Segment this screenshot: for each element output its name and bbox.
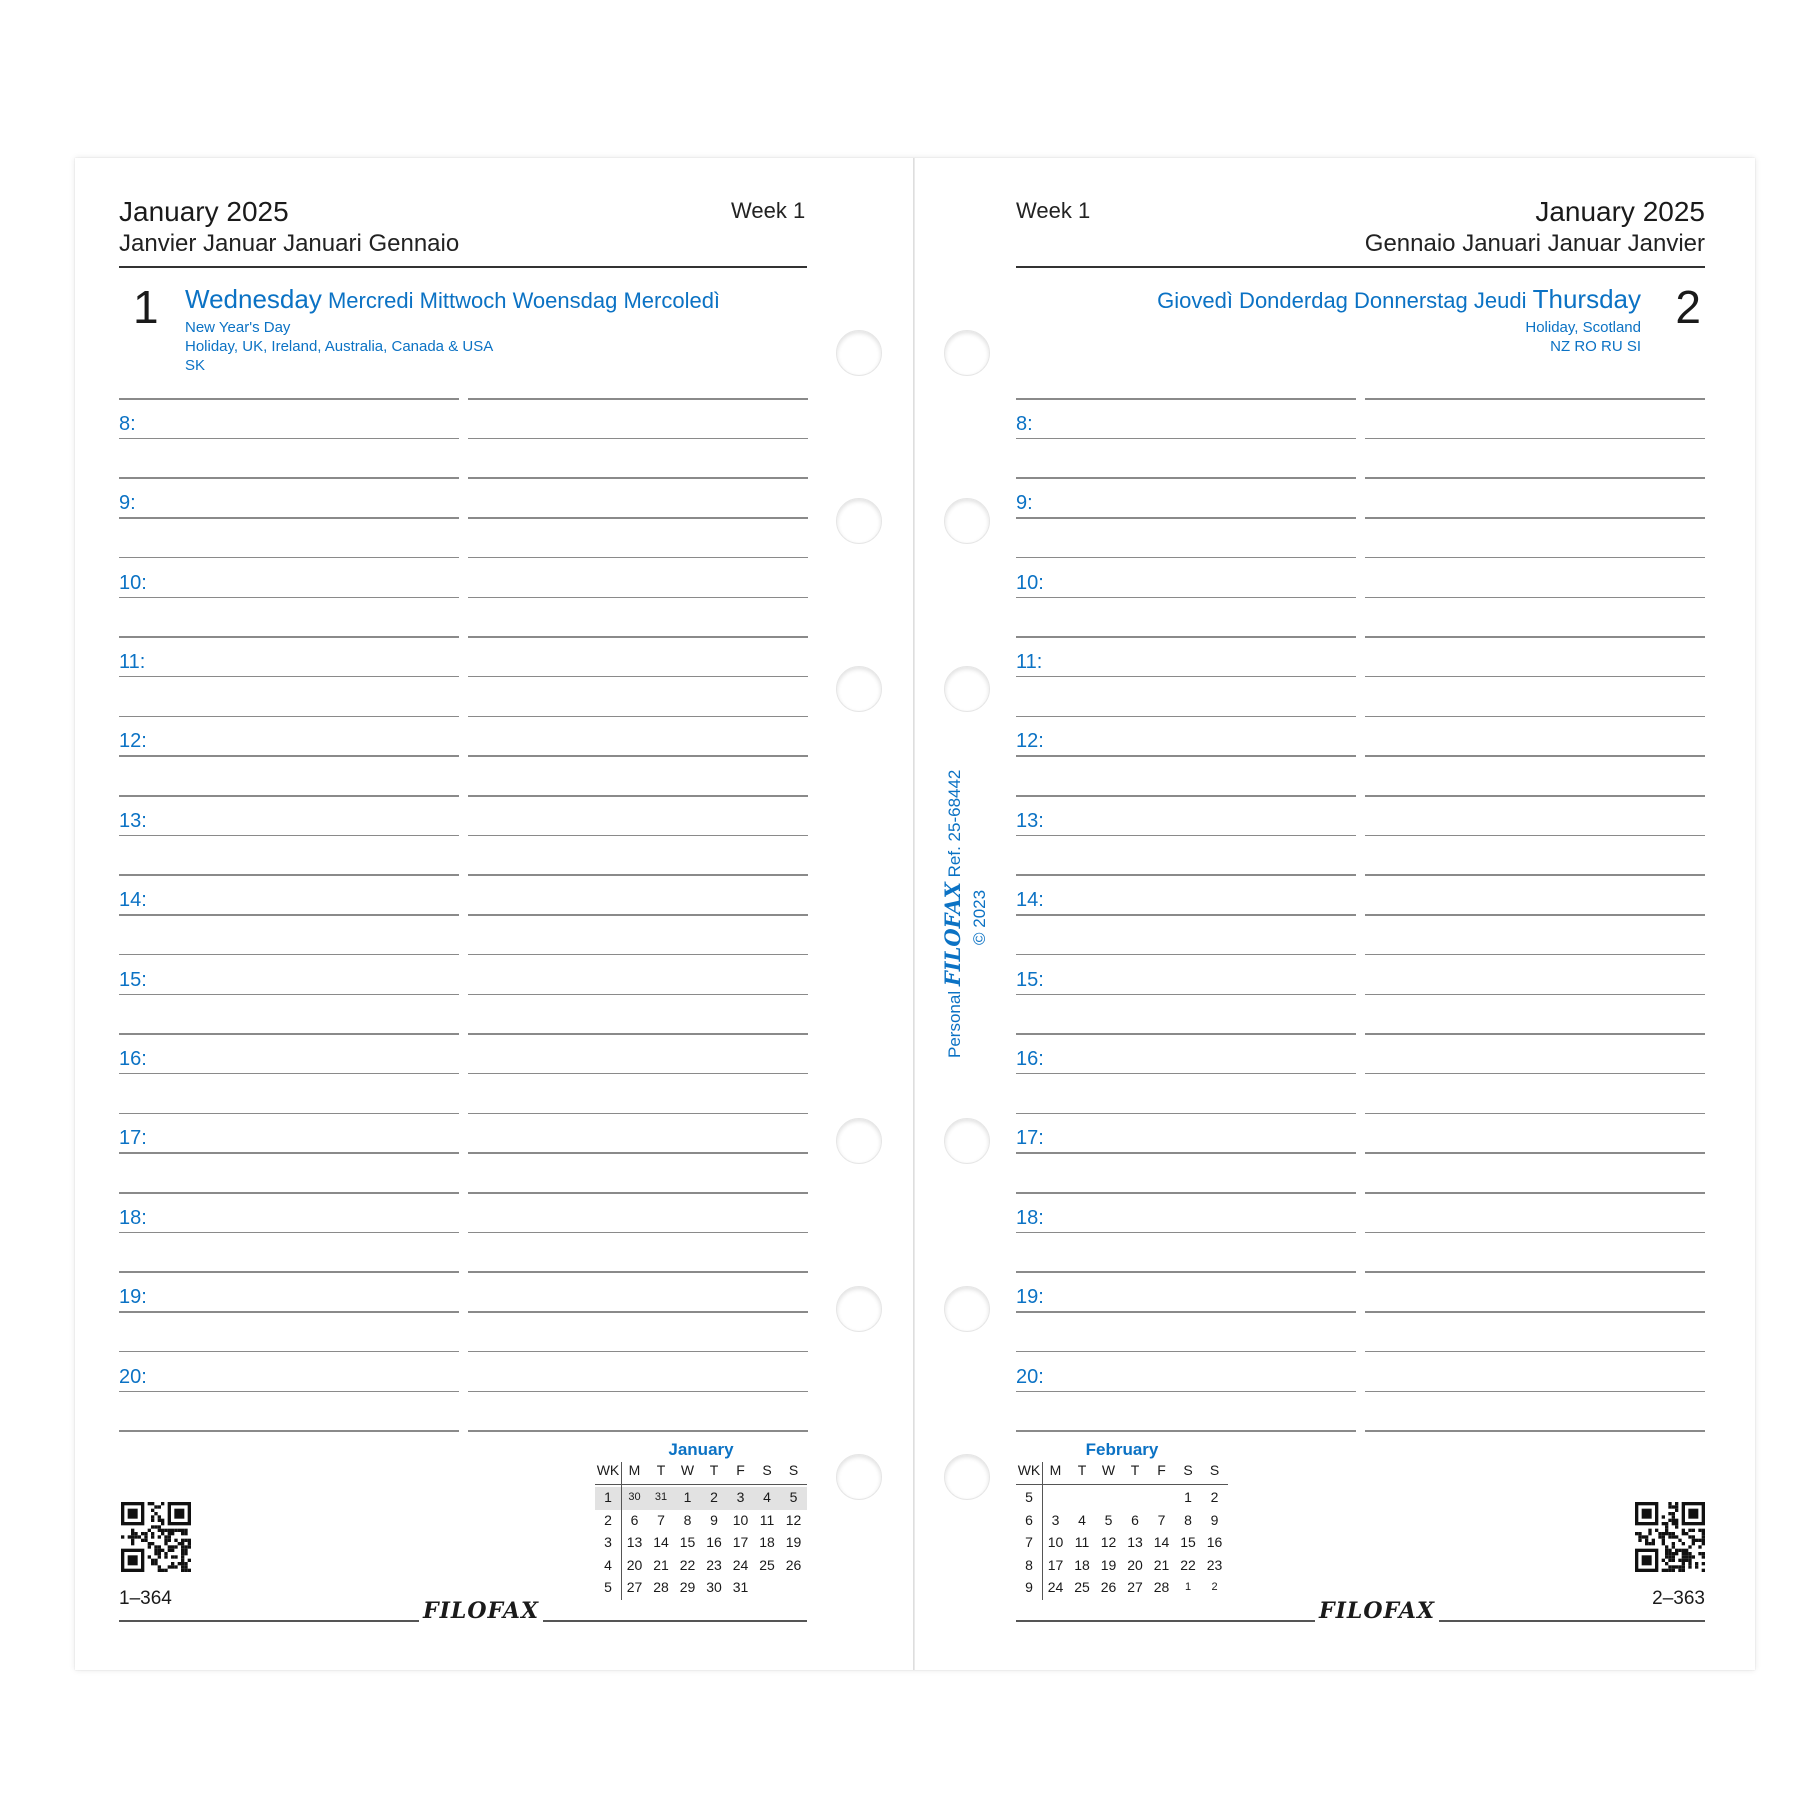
mini-calendar-day: 6 (1131, 1511, 1139, 1528)
writing-line[interactable] (468, 874, 808, 876)
mini-calendar-week-number: 5 (1025, 1489, 1033, 1505)
mini-calendar-header-rule (1016, 1484, 1228, 1485)
hour-label: 14: (119, 889, 147, 912)
hour-label: 20: (1016, 1365, 1044, 1388)
writing-line[interactable] (1016, 874, 1356, 876)
writing-line[interactable] (119, 716, 459, 718)
mini-calendar-february (1016, 1440, 1236, 1595)
writing-line[interactable] (1365, 914, 1705, 916)
mini-calendar-weekday: S (1209, 1462, 1220, 1478)
mini-calendar-day: 16 (706, 1534, 722, 1550)
mini-calendar-day: 5 (789, 1489, 798, 1505)
hour-label: 17: (1016, 1127, 1044, 1150)
writing-line[interactable] (1365, 1152, 1705, 1154)
writing-line[interactable] (119, 1311, 459, 1313)
mini-calendar-weekday: T (709, 1462, 719, 1478)
writing-line[interactable] (119, 676, 459, 678)
hour-label: 10: (1016, 571, 1044, 594)
writing-line[interactable] (468, 1073, 808, 1075)
writing-line[interactable] (1016, 1430, 1356, 1432)
month-title: January 2025 (1535, 196, 1705, 227)
writing-line[interactable] (468, 1033, 808, 1035)
writing-line[interactable] (119, 914, 459, 916)
writing-line[interactable] (1365, 477, 1705, 479)
mini-calendar-week-number: 1 (604, 1489, 612, 1505)
writing-line[interactable] (1365, 1311, 1705, 1313)
writing-line[interactable] (1016, 954, 1356, 956)
writing-line[interactable] (1365, 795, 1705, 797)
mini-calendar-day: 25 (759, 1556, 775, 1573)
writing-line[interactable] (1365, 398, 1705, 400)
writing-line[interactable] (1016, 557, 1356, 559)
left-page (75, 158, 913, 1670)
day-number: 2 (1675, 281, 1701, 333)
mini-calendar-day: 2 (710, 1489, 718, 1505)
writing-line[interactable] (119, 1232, 459, 1234)
writing-line[interactable] (1016, 1113, 1356, 1115)
binder-hole (836, 1454, 882, 1500)
mini-calendar-day: 11 (1074, 1534, 1090, 1550)
mini-calendar-weekday: W (680, 1462, 695, 1478)
mini-calendar-day: 30 (628, 1491, 641, 1503)
header-rule (119, 266, 807, 268)
writing-line[interactable] (1016, 636, 1356, 638)
mini-calendar-weekday: WK (1017, 1462, 1041, 1478)
mini-calendar-day: 10 (732, 1511, 749, 1528)
writing-line[interactable] (1365, 1430, 1705, 1432)
mini-calendar-title: January (668, 1440, 734, 1459)
mini-calendar-day: 25 (1074, 1579, 1090, 1595)
binder-hole (944, 330, 990, 376)
writing-line[interactable] (119, 1033, 459, 1035)
mini-calendar-week-number: 8 (1025, 1556, 1033, 1573)
writing-line[interactable] (119, 835, 459, 837)
writing-line[interactable] (1016, 477, 1356, 479)
day-name-translations: Giovedì Donderdag Donnerstag Jeudi (1157, 288, 1527, 313)
writing-line[interactable] (1016, 1271, 1356, 1273)
writing-line[interactable] (468, 676, 808, 678)
mini-calendar-january (595, 1440, 815, 1595)
writing-line[interactable] (468, 438, 808, 440)
hour-label: 9: (1016, 492, 1033, 515)
mini-calendar-day: 8 (1184, 1511, 1192, 1528)
mini-calendar-day: 1 (683, 1489, 692, 1505)
hour-label: 10: (119, 571, 147, 594)
mini-calendar-day: 12 (785, 1511, 802, 1528)
mini-calendar-day: 29 (679, 1579, 696, 1595)
writing-line[interactable] (119, 795, 459, 797)
writing-line[interactable] (1365, 636, 1705, 638)
mini-calendar-day: 16 (1206, 1534, 1223, 1550)
day-name-primary: Wednesday (185, 284, 322, 314)
writing-line[interactable] (1016, 1073, 1356, 1075)
writing-line[interactable] (468, 755, 808, 757)
binder-hole (836, 498, 882, 544)
holiday-note: Holiday, UK, Ireland, Australia, Canada & USA (185, 338, 494, 355)
writing-line[interactable] (468, 1430, 808, 1432)
hour-label: 19: (119, 1286, 147, 1309)
mini-calendar-day: 23 (1206, 1556, 1223, 1573)
writing-line[interactable] (119, 477, 459, 479)
writing-line[interactable] (468, 398, 808, 400)
writing-line[interactable] (1365, 954, 1705, 956)
mini-calendar-day: 21 (653, 1556, 669, 1573)
mini-calendar-weekday: M (628, 1462, 641, 1478)
mini-calendar-day: 24 (732, 1556, 749, 1573)
mini-calendar-weekday: S (762, 1462, 772, 1478)
writing-line[interactable] (1365, 517, 1705, 519)
writing-line[interactable] (1016, 994, 1356, 996)
mini-calendar-week-number: 2 (604, 1511, 612, 1528)
writing-line[interactable] (468, 636, 808, 638)
writing-line[interactable] (1016, 398, 1356, 400)
writing-line[interactable] (468, 1271, 808, 1273)
writing-line[interactable] (468, 1391, 808, 1393)
binder-hole (944, 666, 990, 712)
hour-label: 13: (119, 809, 147, 832)
writing-line[interactable] (1016, 517, 1356, 519)
writing-line[interactable] (468, 1311, 808, 1313)
mini-calendar-day: 12 (1100, 1534, 1117, 1550)
mini-calendar-day: 1 (1184, 1581, 1192, 1593)
mini-calendar-day: 5 (1104, 1511, 1113, 1528)
hour-label: 8: (119, 412, 136, 435)
hour-label: 20: (119, 1365, 147, 1388)
mini-calendar-day: 18 (1074, 1556, 1090, 1573)
holiday-note: NZ RO RU SI (1550, 338, 1641, 355)
spine-size: Personal (945, 990, 964, 1058)
mini-calendar-day: 3 (736, 1489, 745, 1505)
binder-hole (836, 330, 882, 376)
writing-line[interactable] (468, 994, 808, 996)
mini-calendar-weekday: T (1077, 1462, 1087, 1478)
mini-calendar-day: 4 (1078, 1511, 1086, 1528)
binder-hole (836, 1118, 882, 1164)
filofax-logo: FILOFAX (1315, 1598, 1439, 1624)
mini-calendar-weekday: S (788, 1462, 799, 1478)
writing-line[interactable] (468, 914, 808, 916)
writing-line[interactable] (119, 1391, 459, 1393)
mini-calendar-day: 6 (630, 1511, 639, 1528)
writing-line[interactable] (468, 954, 808, 956)
writing-line[interactable] (1016, 1033, 1356, 1035)
mini-calendar-day: 11 (759, 1511, 775, 1528)
mini-calendar-day: 4 (763, 1489, 771, 1505)
mini-calendar-weekday: WK (596, 1462, 620, 1478)
writing-line[interactable] (119, 1192, 459, 1194)
mini-calendar-day: 14 (1153, 1534, 1170, 1550)
mini-calendar-week-number: 4 (604, 1556, 612, 1573)
writing-line[interactable] (468, 1232, 808, 1234)
hour-label: 9: (119, 492, 136, 515)
mini-calendar-week-number: 3 (604, 1534, 612, 1550)
mini-calendar-day: 15 (679, 1534, 696, 1550)
writing-line[interactable] (468, 835, 808, 837)
writing-line[interactable] (1016, 676, 1356, 678)
day-name-primary: Thursday (1532, 284, 1641, 314)
mini-calendar-weekday: M (1049, 1462, 1062, 1478)
mini-calendar-day: 24 (1047, 1579, 1064, 1595)
holiday-note: Holiday, Scotland (1525, 319, 1641, 336)
writing-line[interactable] (468, 795, 808, 797)
mini-calendar-day: 18 (759, 1534, 775, 1550)
hour-label: 18: (1016, 1206, 1044, 1229)
mini-calendar-day: 17 (732, 1534, 749, 1550)
mini-calendar-day: 22 (679, 1556, 696, 1573)
writing-line[interactable] (1365, 1271, 1705, 1273)
binder-hole (836, 1286, 882, 1332)
month-title: January 2025 (119, 196, 289, 227)
mini-calendar-day: 28 (1153, 1579, 1170, 1595)
binder-hole (944, 1118, 990, 1164)
writing-line[interactable] (1365, 597, 1705, 599)
writing-line[interactable] (1016, 1192, 1356, 1194)
writing-line[interactable] (1365, 1113, 1705, 1115)
mini-calendar-day: 9 (710, 1511, 718, 1528)
mini-calendar-header-rule (595, 1484, 807, 1485)
writing-line[interactable] (1016, 835, 1356, 837)
qr-code (1635, 1502, 1705, 1572)
mini-calendar-weekday: S (1183, 1462, 1193, 1478)
mini-calendar-weekday: T (1130, 1462, 1140, 1478)
writing-line[interactable] (468, 517, 808, 519)
writing-line[interactable] (119, 597, 459, 599)
writing-line[interactable] (1016, 438, 1356, 440)
mini-calendar-weekday: W (1101, 1462, 1116, 1478)
qr-code (121, 1502, 191, 1572)
mini-calendar-weekday: F (1157, 1462, 1166, 1478)
writing-line[interactable] (468, 1351, 808, 1353)
mini-calendar-day: 7 (657, 1511, 665, 1528)
writing-line[interactable] (1365, 1192, 1705, 1194)
month-translations: Gennaio Januari Januar Janvier (1364, 230, 1705, 257)
mini-calendar-title: February (1085, 1440, 1159, 1459)
writing-line[interactable] (1016, 1232, 1356, 1234)
writing-line[interactable] (119, 874, 459, 876)
writing-line[interactable] (1365, 755, 1705, 757)
writing-line[interactable] (1365, 1351, 1705, 1353)
mini-calendar-day: 20 (626, 1556, 643, 1573)
writing-line[interactable] (468, 477, 808, 479)
spine-brand: FILOFAX (940, 882, 965, 987)
hour-label: 8: (1016, 412, 1033, 435)
hour-label: 15: (119, 968, 147, 991)
hour-label: 11: (1016, 650, 1043, 673)
mini-calendar-day: 14 (653, 1534, 669, 1550)
writing-line[interactable] (1365, 994, 1705, 996)
writing-line[interactable] (1016, 716, 1356, 718)
hour-label: 13: (1016, 809, 1044, 832)
writing-line[interactable] (119, 1152, 459, 1154)
writing-line[interactable] (1016, 1351, 1356, 1353)
writing-line[interactable] (1365, 1391, 1705, 1393)
filofax-logo: FILOFAX (419, 1598, 543, 1624)
mini-calendar-day: 26 (1100, 1579, 1117, 1595)
mini-calendar-day: 19 (785, 1534, 802, 1550)
writing-line[interactable] (468, 716, 808, 718)
mini-calendar-day: 30 (706, 1579, 722, 1595)
writing-line[interactable] (1016, 1152, 1356, 1154)
page-number: 1–364 (119, 1588, 172, 1609)
writing-line[interactable] (119, 1113, 459, 1115)
holiday-note: New Year's Day (185, 319, 291, 336)
writing-line[interactable] (468, 1192, 808, 1194)
binder-hole (836, 666, 882, 712)
binder-hole (944, 498, 990, 544)
mini-calendar-day: 13 (1127, 1534, 1143, 1550)
mini-calendar-day: 21 (1153, 1556, 1170, 1573)
mini-calendar-day: 19 (1100, 1556, 1117, 1573)
writing-line[interactable] (119, 1271, 459, 1273)
month-translations: Janvier Januar Januari Gennaio (119, 230, 460, 257)
mini-calendar-day: 1 (1184, 1489, 1192, 1505)
day-notes (1525, 318, 1641, 356)
writing-line[interactable] (119, 954, 459, 956)
mini-calendar-day: 3 (1051, 1511, 1060, 1528)
mini-calendar-day: 22 (1180, 1556, 1196, 1573)
mini-calendar-weekday: F (736, 1462, 745, 1478)
mini-calendar-day: 9 (1210, 1511, 1219, 1528)
header-rule (1016, 266, 1705, 268)
hour-label: 16: (1016, 1047, 1044, 1070)
day-name-translations: Mercredi Mittwoch Woensdag Mercoledì (327, 288, 721, 313)
mini-calendar-day: 15 (1180, 1534, 1196, 1550)
mini-calendar-weekday: T (656, 1462, 666, 1478)
mini-calendar-day: 2 (1210, 1489, 1219, 1505)
spine-reference (940, 770, 965, 1058)
hour-label: 12: (1016, 730, 1044, 753)
writing-line[interactable] (1365, 676, 1705, 678)
mini-calendar-day: 20 (1127, 1556, 1143, 1573)
hour-label: 17: (119, 1127, 147, 1150)
writing-line[interactable] (1365, 835, 1705, 837)
mini-calendar-day: 10 (1047, 1534, 1064, 1550)
binder-hole (944, 1286, 990, 1332)
mini-calendar-day: 2 (1211, 1581, 1218, 1593)
hour-label: 12: (119, 730, 147, 753)
mini-calendar-day: 7 (1157, 1511, 1166, 1528)
writing-line[interactable] (119, 994, 459, 996)
writing-line[interactable] (119, 438, 459, 440)
writing-line[interactable] (119, 1430, 459, 1432)
right-page (915, 158, 1755, 1670)
writing-line[interactable] (119, 398, 459, 400)
binder-hole (944, 1454, 990, 1500)
mini-calendar-day: 27 (1127, 1579, 1143, 1595)
writing-line[interactable] (468, 1152, 808, 1154)
page-number: 2–363 (1652, 1588, 1705, 1609)
mini-calendar-week-number: 7 (1025, 1534, 1033, 1550)
writing-line[interactable] (1365, 1073, 1705, 1075)
writing-line[interactable] (1016, 1391, 1356, 1393)
writing-line[interactable] (1365, 1232, 1705, 1234)
hour-label: 19: (1016, 1286, 1044, 1309)
writing-line[interactable] (119, 755, 459, 757)
day-notes (185, 318, 493, 375)
mini-calendar-day: 8 (683, 1511, 692, 1528)
writing-line[interactable] (1365, 716, 1705, 718)
hour-label: 14: (1016, 889, 1044, 912)
spine-copyright: © 2023 (970, 889, 989, 945)
writing-line[interactable] (1365, 438, 1705, 440)
writing-line[interactable] (1016, 914, 1356, 916)
mini-calendar-day: 28 (653, 1579, 669, 1595)
mini-calendar-day: 27 (626, 1579, 643, 1595)
spine-ref: Ref. 25-68442 (945, 769, 964, 878)
mini-calendar-day: 26 (785, 1556, 802, 1573)
day-names (1157, 284, 1641, 315)
hour-label: 15: (1016, 968, 1044, 991)
writing-line[interactable] (119, 557, 459, 559)
writing-line[interactable] (468, 597, 808, 599)
writing-line[interactable] (1365, 1033, 1705, 1035)
writing-line[interactable] (1016, 755, 1356, 757)
mini-calendar-day: 13 (626, 1534, 643, 1550)
writing-line[interactable] (1016, 597, 1356, 599)
holiday-note: SK (185, 357, 206, 374)
hour-label: 18: (119, 1206, 147, 1229)
writing-line[interactable] (468, 557, 808, 559)
week-label: Week 1 (1016, 198, 1091, 223)
writing-line[interactable] (119, 517, 459, 519)
mini-calendar-day: 17 (1047, 1556, 1064, 1573)
hour-label: 16: (119, 1047, 147, 1070)
writing-line[interactable] (119, 1351, 459, 1353)
writing-line[interactable] (119, 636, 459, 638)
day-names (185, 284, 720, 315)
writing-line[interactable] (1365, 874, 1705, 876)
mini-calendar-week-number: 6 (1025, 1511, 1033, 1528)
mini-calendar-week-number: 5 (604, 1579, 612, 1595)
mini-calendar-day: 23 (706, 1556, 722, 1573)
writing-line[interactable] (119, 1073, 459, 1075)
week-label: Week 1 (731, 198, 806, 223)
hour-label: 11: (119, 650, 146, 673)
writing-line[interactable] (1016, 795, 1356, 797)
mini-calendar-day: 31 (732, 1579, 749, 1595)
writing-line[interactable] (468, 1113, 808, 1115)
writing-line[interactable] (1016, 1311, 1356, 1313)
writing-line[interactable] (1365, 557, 1705, 559)
mini-calendar-day: 31 (654, 1491, 668, 1503)
day-number: 1 (133, 281, 159, 333)
mini-calendar-week-number: 9 (1025, 1579, 1033, 1595)
